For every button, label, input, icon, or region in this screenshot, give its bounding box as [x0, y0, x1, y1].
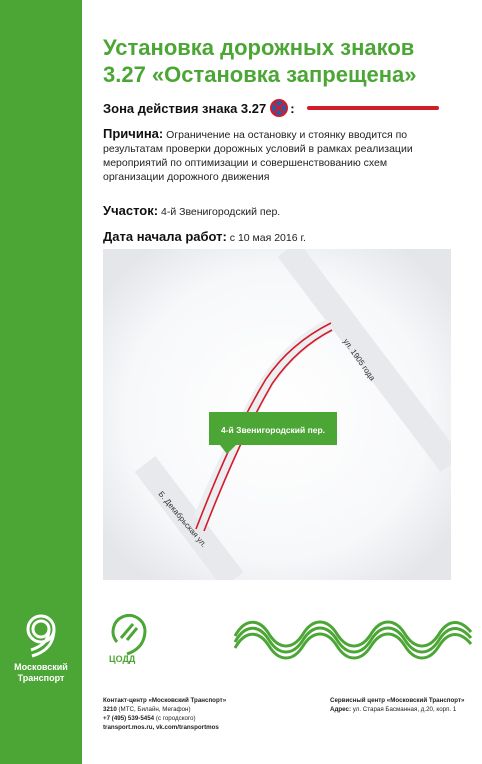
brand-name-line2: Транспорт [17, 673, 65, 683]
start-text: с 10 мая 2016 г. [229, 232, 306, 244]
no-stopping-sign-icon [270, 99, 288, 117]
reason-heading: Причина: [103, 126, 164, 141]
decorative-wave-pattern [233, 618, 473, 662]
title-line-2: 3.27 «Остановка запрещена» [103, 62, 417, 87]
service-title: Сервисный центр «Московский Транспорт» [330, 697, 465, 704]
moscow-transport-logo [0, 612, 82, 684]
section-heading: Участок: [103, 203, 159, 218]
contact-center-title: Контакт-центр «Московский Транспорт» [103, 697, 227, 704]
section-text: 4-й Звенигородский пер. [161, 206, 281, 218]
map-canvas [103, 249, 451, 580]
bottom-logos [103, 612, 473, 682]
start-date-block [103, 230, 448, 245]
zone-legend-line [307, 106, 439, 110]
reason-block [103, 127, 448, 184]
section-block [103, 204, 448, 219]
page-title [103, 34, 463, 88]
label-street-1905: ул. 1905 года [341, 336, 377, 383]
address-label: Адрес: [330, 706, 352, 713]
phone-city: +7 (495) 539-5454 [103, 715, 155, 722]
zone-label: Зона действия знака 3.27 [103, 100, 267, 116]
phone-short-note: (МТС, Билайн, Мегафон) [118, 706, 191, 713]
brand-name-line1: Московский [14, 662, 68, 672]
zone-row [103, 98, 453, 118]
zone-colon: : [290, 100, 295, 116]
tsodd-logo-icon [107, 612, 155, 656]
phone-short: 3210 [103, 706, 117, 713]
tsodd-label: ЦОДД [109, 654, 136, 664]
web-links[interactable]: transport.mos.ru, vk.com/transportmos [103, 724, 219, 731]
service-center-block [330, 696, 480, 714]
phone-city-note: (с городского) [155, 715, 196, 722]
callout-label: 4-й Звенигородский пер. [220, 425, 326, 435]
address-text: ул. Старая Басманная, д.20, корп. 1 [352, 706, 457, 713]
transport-nine-icon [18, 612, 64, 658]
map [103, 249, 451, 580]
reason-text: Ограничение на остановку и стоянку вводится по результатам проверки дорожных условий в рамках реализации мероприятий по оптимизации и совершенствованию схем организации дорожного движения [103, 129, 413, 183]
green-sidebar [0, 0, 82, 764]
label-street-dekabr: Б. Декабрьская ул. [156, 489, 209, 550]
title-line-1: Установка дорожных знаков [103, 35, 415, 60]
contact-center-block [103, 696, 303, 732]
start-heading: Дата начала работ: [103, 229, 227, 244]
